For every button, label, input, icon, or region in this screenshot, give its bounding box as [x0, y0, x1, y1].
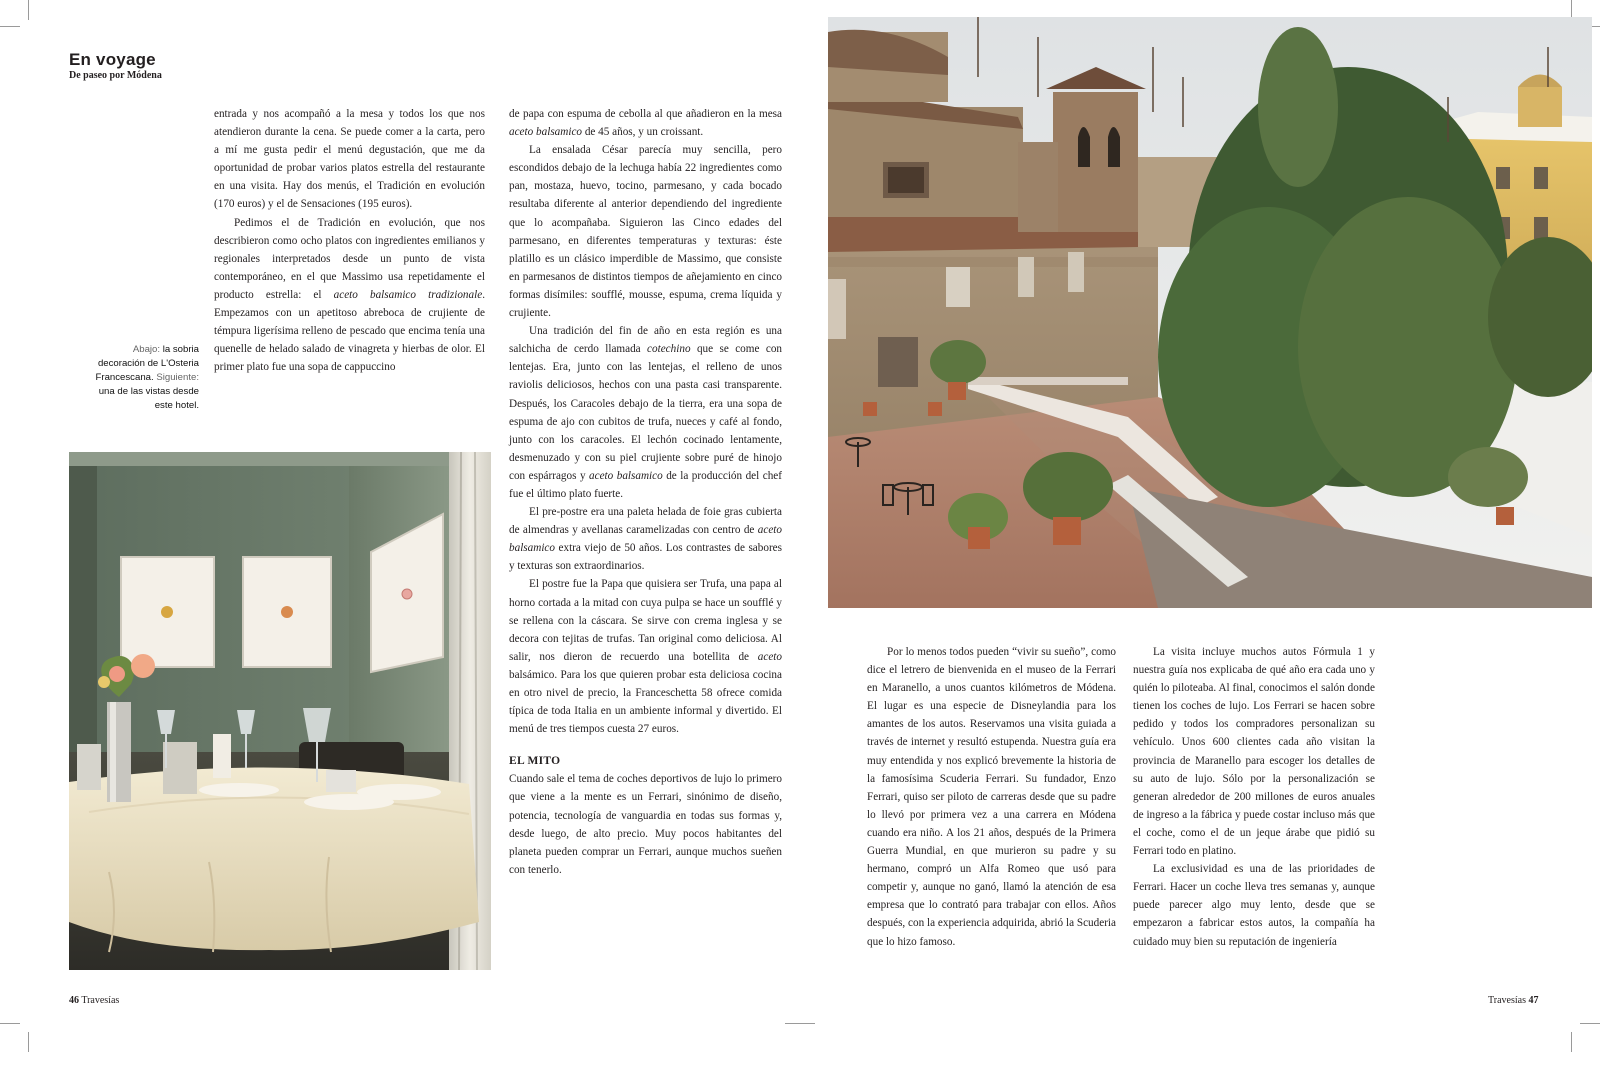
- italic-text-run: cotechino: [647, 343, 691, 356]
- text-run: de 45 años, y un croissant.: [582, 126, 704, 139]
- text-run: . Empezamos con un apetitoso abreboca de crujiente de témpura ligerísima relleno de pescado que encima tenía una quenelle de helado salado de vinagreta y hierbas de olor. El primer plato fue una sopa de cappuccino: [214, 288, 485, 374]
- crop-mark: [28, 1032, 29, 1052]
- text-run: La ensalada César parecía muy sencilla, pero escondidos debajo de la lechuga había 22 ingredientes como pan, mostaza, huevo, tocino, parmesano, y cada bocado resultaba diferente al anterior dependiendo del ingrediente que lo acompañaba. Siguieron las Cinco edades del parmesano, en diferentes temperaturas y texturas: éste platillo es un clásico imperdible de Massimo, que consiste en parmesanos de distintos tiempos de añejamiento en cinco formas disímiles: soufflé, mousse, espuma, crema líquida y crujiente.: [509, 144, 782, 320]
- caption-label-below: Abajo:: [132, 344, 161, 355]
- text-run: de papa con espuma de cebolla al que añadieron en la mesa: [509, 108, 782, 120]
- body-paragraph: [509, 770, 782, 879]
- left-text-column-2: [509, 105, 782, 879]
- body-paragraph: [214, 214, 485, 377]
- text-run: La visita incluye muchos autos Fórmula 1 y nuestra guía nos explicaba de qué año era cada uno y quién lo piloteaba. Al final, conocimos el salón donde tienen los coches de lujo. Los Ferrari se hacen sobre pedido y todos los compradores personalizan su vehículo. Unos 600 clientes cada año visitan la provincia de Maranello para escoger los detalles de su auto de lujo. Sólo por la personalización se generan alrededor de 200 millones de euros anuales de ingreso a la fábrica y puede costar incluso más que el coche, como el de un jeque árabe que pidió su Ferrari todo en platino.: [1133, 646, 1375, 858]
- body-paragraph: [1133, 860, 1375, 950]
- body-paragraph: [509, 322, 782, 503]
- body-paragraph: [509, 575, 782, 738]
- caption-label-next: Siguiente:: [156, 372, 199, 383]
- crop-mark: [0, 1023, 20, 1024]
- caption-text-below: la sobria decoración de L'Osteria Francescana.: [95, 344, 199, 383]
- right-page: [800, 0, 1600, 1070]
- text-run: de la producción del chef fue el último plato fuerte.: [509, 469, 782, 500]
- hotel-courtyard-photo: [828, 17, 1592, 608]
- text-run: El pre-postre era una paleta helada de foie gras cubierta de almendras y avellanas caramelizadas con centro de: [509, 506, 782, 537]
- page-number-left: 46: [69, 995, 79, 1006]
- caption-text-next: una de las vistas desde este hotel.: [98, 386, 199, 411]
- italic-text-run: aceto: [757, 650, 782, 663]
- body-paragraph: [214, 105, 485, 214]
- left-col2-body-after: [509, 770, 782, 879]
- text-run: El postre fue la Papa que quisiera ser Trufa, una papa al horno cortada a la mitad con cuya pulpa se hace un soufflé y se rellena con la cáscara. Se sirve con crema inglesa y se decora con tejitas de trufas. Tan original como deliciosa. Al salir, nos dieron de recuerdo una botellita de: [509, 578, 782, 663]
- text-run: Pedimos el de Tradición en evolución, que nos describieron como ocho platos con ingredientes emilianos y regionales interpretados desde un punto de vista contemporáneo, en el que Massimo usa repetidamente el producto estrella: el: [214, 216, 485, 301]
- right-text-column-2: [1133, 643, 1375, 951]
- magazine-name-right: Travesías: [1488, 995, 1526, 1006]
- body-paragraph: [1133, 643, 1375, 860]
- page-folio-left: [69, 995, 119, 1006]
- italic-text-run: aceto balsamico: [509, 126, 583, 139]
- crop-mark: [28, 0, 29, 20]
- text-run: La exclusividad es una de las prioridades de Ferrari. Hacer un coche lleva tres semanas y, aunque puede parecer algo muy lento, desde que se empezaron a fabricar estos autos, la compañía ha cuidado muy bien su reputación de ingeniería: [1133, 863, 1375, 948]
- restaurant-interior-photo: [69, 452, 491, 970]
- text-run: Por lo menos todos pueden “vivir su sueño”, como dice el letrero de bienvenida en el museo de la Ferrari en Maranello, a unos cuantos kilómetros de Módena. El lugar es una especie de Disneylandia para los amantes de los autos. Reservamos una visita guiada a través de internet y resultó estupenda. Nuestra guía era muy entendida y nos explicó brevemente la historia de la famosísima Scuderia Ferrari. Su fundador, Enzo Ferrari, quiso ser piloto de carreras desde que su padre lo llevó por primera vez a una carrera en Módena cuando era niño. A los 21 años, después de la Primera Guerra Mundial, en que murieron su padre y su hermano, compró un Alfa Romeo que usó para competir y, aunque no ganó, llamó la atención de esa empresa que lo contrató para trabajar con ellos. Años después, con la experiencia adquirida, abrió la Scuderia que lo hizo famoso.: [867, 646, 1116, 948]
- left-text-column-1: [214, 105, 485, 376]
- crop-mark: [785, 1023, 800, 1024]
- crop-mark: [0, 26, 20, 27]
- text-run: que se come con lentejas. Era, junto con las lentejas, el relleno de unos raviolis deliciosos, hechos con una pasta casi transparente. Después, los Caracoles debajo de la tierra, era una sopa de espuma de ajo con cubitos de trufa, nueces y café al fondo, junto con los caracoles. El lechón cocinado lentamente, desmenuzado y con su piel crujiente sobre puré de hinojo con espárragos y: [509, 343, 783, 482]
- page-number-right: 47: [1528, 995, 1539, 1006]
- photo-caption: [95, 343, 199, 413]
- text-run: entrada y nos acompañó a la mesa y todos los que nos atendieron durante la cena. Se puede comer a la carta, pero a mí me gusta pedir el menú degustación, que me da oportunidad de probar varios platos estrella del restaurante en una visita. Hay dos menús, el Tradición en evolución (170 euros) y el de Sensaciones (195 euros).: [214, 108, 485, 211]
- section-subtitle: De paseo por Módena: [69, 70, 162, 81]
- crop-mark: [800, 1023, 815, 1024]
- right-text-column-1: [867, 643, 1116, 951]
- section-title: En voyage: [69, 50, 156, 69]
- subhead-el-mito: EL MITO: [509, 755, 561, 768]
- left-col2-body: [509, 105, 782, 738]
- page-folio-right: [1488, 995, 1538, 1006]
- crop-mark: [1571, 1032, 1572, 1052]
- text-run: balsámico. Para los que quieren probar esta deliciosa cocina en otro nivel de precio, la Franceschetta 58 ofrece comida típica de toda Italia en un ambiente informal y divertido. El menú de tres tiempos cuesta 27 euros.: [509, 668, 782, 736]
- crop-mark: [1580, 1023, 1600, 1024]
- body-paragraph: [509, 105, 782, 141]
- text-run: Una tradición del fin de año en esta región es una salchicha de cerdo llamada: [509, 325, 782, 356]
- text-run: Cuando sale el tema de coches deportivos de lujo lo primero que viene a la mente es un Ferrari, sinónimo de diseño, potencia, tecnología de vanguardia en todas sus formas y, desde luego, de alto precio. Muy pocos habitantes del planeta pueden comprar un Ferrari, aunque muchos sueñen con tenerlo.: [509, 773, 782, 876]
- italic-text-run: aceto balsamico: [509, 524, 782, 555]
- body-paragraph: [509, 503, 782, 575]
- italic-text-run: aceto balsamico: [589, 469, 663, 482]
- italic-text-run: aceto balsamico tradizionale: [333, 288, 483, 301]
- body-paragraph: [509, 141, 782, 322]
- magazine-name-left: Travesías: [81, 995, 120, 1006]
- text-run: extra viejo de 50 años. Los contrastes de sabores y texturas son extraordinarios.: [509, 542, 782, 573]
- body-paragraph: [867, 643, 1116, 951]
